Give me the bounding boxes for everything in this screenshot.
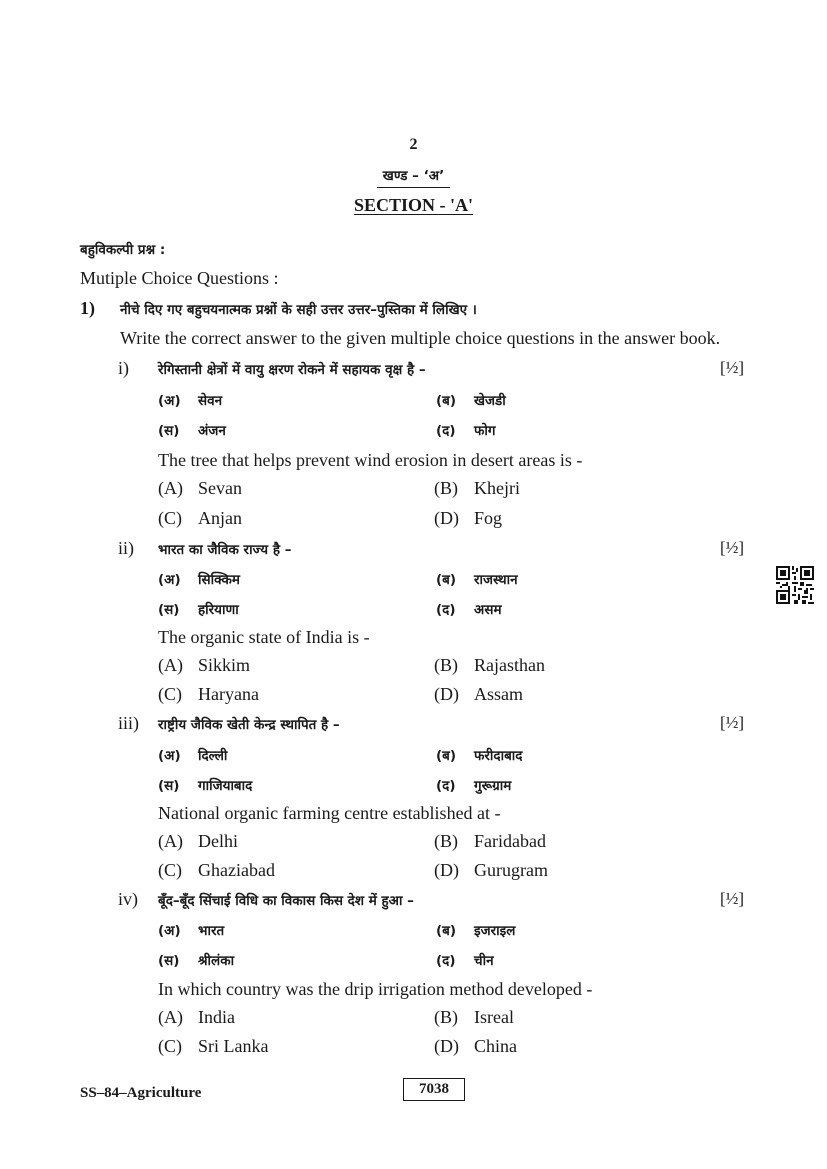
option-text: गाजियाबाद	[198, 778, 253, 794]
option-text: अंजन	[198, 423, 226, 439]
option-text: इजराइल	[474, 923, 516, 939]
option-text: Assam	[474, 684, 523, 704]
option-label: (अ)	[158, 923, 181, 939]
option-text: Gurugram	[474, 860, 548, 880]
option-text: Sri Lanka	[198, 1036, 269, 1056]
option-label: (द)	[436, 953, 456, 969]
hindi-question: राष्ट्रीय जैविक खेती केन्द्र स्थापित है –	[158, 717, 340, 733]
english-instruction: Write the correct answer to the given multiple choice questions in the answer book.	[120, 328, 721, 348]
option-label: (D)	[434, 1036, 459, 1056]
english-question: The tree that helps prevent wind erosion in desert areas is -	[158, 450, 583, 470]
question-number: 1)	[80, 298, 95, 318]
option-label: (स)	[158, 602, 180, 618]
option-label: (स)	[158, 953, 180, 969]
option-text: सेवन	[198, 393, 223, 409]
option-label: (A)	[158, 478, 183, 498]
hindi-question: भारत का जैविक राज्य है –	[158, 542, 292, 558]
option-label: (C)	[158, 860, 182, 880]
option-text: Delhi	[198, 831, 238, 851]
option-label: (B)	[434, 655, 458, 675]
hindi-heading: बहुविकल्पी प्रश्न :	[80, 242, 166, 258]
option-label: (B)	[434, 1007, 458, 1027]
marks-label: [½]	[720, 713, 745, 732]
option-label: (A)	[158, 655, 183, 675]
option-label: (D)	[434, 860, 459, 880]
option-text: गुरूग्राम	[474, 778, 512, 794]
qr-code-icon	[776, 566, 814, 604]
option-text: Sevan	[198, 478, 242, 498]
subquestion-number: ii)	[118, 538, 134, 558]
option-text: चीन	[474, 953, 494, 969]
option-label: (द)	[436, 778, 456, 794]
section-title: SECTION - 'A'	[353, 195, 474, 215]
option-text: असम	[474, 602, 502, 618]
option-label: (D)	[434, 508, 459, 528]
option-label: (द)	[436, 423, 456, 439]
option-label: (C)	[158, 684, 182, 704]
option-text: हरियाणा	[198, 602, 239, 618]
option-text: Fog	[474, 508, 503, 528]
option-label: (B)	[434, 831, 458, 851]
option-text: भारत	[198, 923, 225, 939]
option-text: Anjan	[198, 508, 242, 528]
paper-code: SS–84–Agriculture	[80, 1085, 202, 1101]
option-text: Haryana	[198, 684, 259, 704]
option-text: Ghaziabad	[198, 860, 275, 880]
option-label: (A)	[158, 831, 183, 851]
option-label: (अ)	[158, 393, 181, 409]
option-label: (ब)	[436, 923, 457, 939]
option-label: (A)	[158, 1007, 183, 1027]
subquestion-number: i)	[118, 358, 129, 378]
option-text: फोग	[474, 423, 496, 439]
option-label: (स)	[158, 423, 180, 439]
option-label: (ब)	[436, 572, 457, 588]
option-label: (द)	[436, 602, 456, 618]
option-label: (स)	[158, 778, 180, 794]
option-text: Sikkim	[198, 655, 251, 675]
english-question: The organic state of India is -	[158, 627, 370, 647]
option-label: (D)	[434, 684, 459, 704]
english-question: In which country was the drip irrigation method developed -	[158, 979, 593, 999]
subquestion-number: iii)	[118, 713, 139, 733]
marks-label: [½]	[720, 358, 745, 377]
option-text: China	[474, 1036, 517, 1056]
option-text: खेजडी	[474, 393, 506, 409]
marks-label: [½]	[720, 889, 745, 908]
english-heading: Mutiple Choice Questions :	[80, 268, 279, 288]
serial-number: 7038	[403, 1078, 465, 1101]
option-label: (C)	[158, 508, 182, 528]
khand-title: खण्ड – ‘अ’	[0, 166, 827, 185]
subquestion-number: iv)	[118, 889, 138, 909]
option-label: (ब)	[436, 393, 457, 409]
page-number: 2	[409, 136, 418, 153]
option-text: Khejri	[474, 478, 520, 498]
option-label: (अ)	[158, 572, 181, 588]
option-text: Faridabad	[474, 831, 546, 851]
option-text: श्रीलंका	[198, 953, 235, 969]
hindi-question: बूँद–बूँद सिंचाई विधि का विकास किस देश में हुआ –	[158, 893, 414, 909]
option-text: राजस्थान	[474, 572, 518, 588]
option-label: (अ)	[158, 748, 181, 764]
option-text: India	[198, 1007, 235, 1027]
hindi-question: रेगिस्तानी क्षेत्रों में वायु क्षरण रोकने में सहायक वृक्ष है –	[158, 362, 426, 378]
option-text: फरीदाबाद	[474, 748, 523, 764]
option-label: (ब)	[436, 748, 457, 764]
option-text: Isreal	[474, 1007, 514, 1027]
hindi-instruction: नीचे दिए गए बहुचयनात्मक प्रश्नों के सही उत्तर उत्तर–पुस्तिका में लिखिए ।	[120, 302, 477, 318]
option-text: सिक्किम	[198, 572, 240, 588]
option-label: (C)	[158, 1036, 182, 1056]
marks-label: [½]	[720, 538, 745, 557]
option-text: Rajasthan	[474, 655, 545, 675]
option-text: दिल्ली	[198, 748, 228, 764]
option-label: (B)	[434, 478, 458, 498]
english-question: National organic farming centre established at -	[158, 803, 501, 823]
